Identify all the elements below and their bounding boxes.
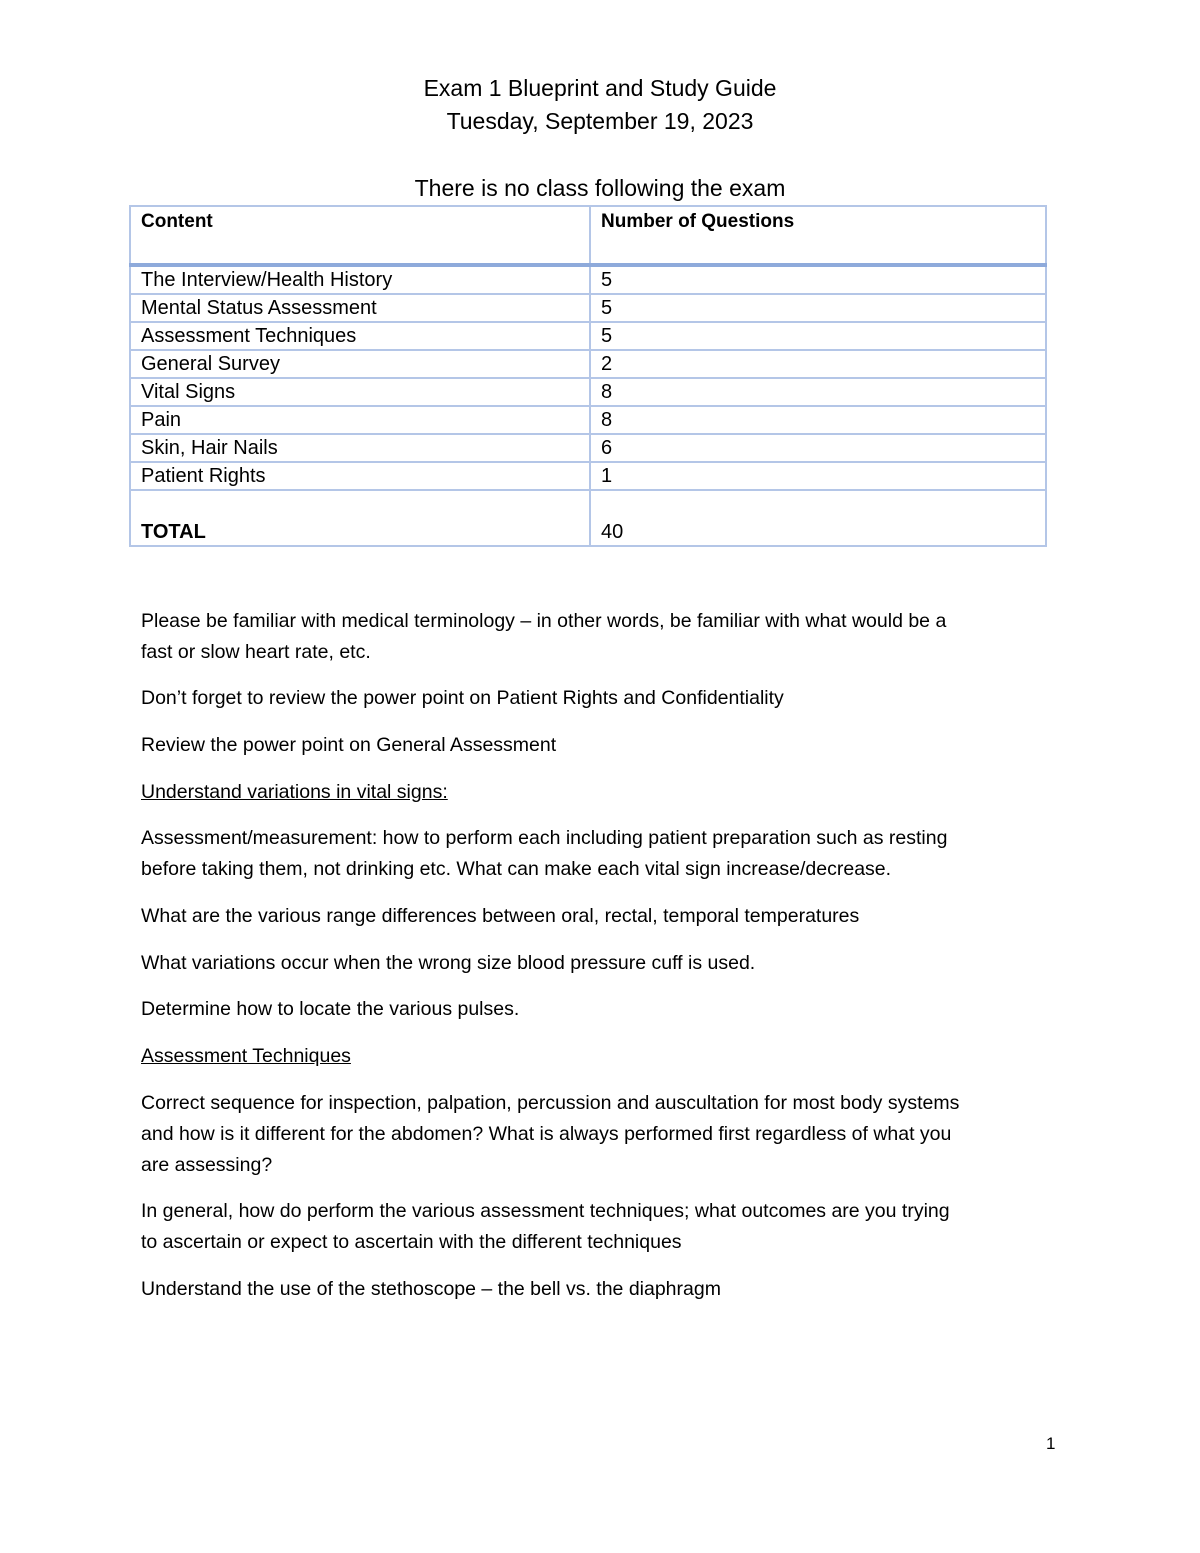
table-row [130, 434, 1046, 462]
table-cell: 8 [590, 406, 1046, 434]
table-row [130, 322, 1046, 350]
doc-note: There is no class following the exam [414, 175, 786, 201]
paragraph: Don’t forget to review the power point on Patient Rights and Confidentiality [141, 687, 784, 709]
table-cell: 6 [590, 434, 1046, 462]
table-cell: 1 [590, 462, 1046, 490]
table-cell: Content [130, 206, 590, 265]
table-cell: TOTAL [130, 490, 590, 546]
table-cell: Assessment Techniques [130, 322, 590, 350]
paragraph: What variations occur when the wrong size blood pressure cuff is used. [141, 952, 756, 974]
page-number: 1 [1046, 1434, 1056, 1453]
table-cell: Pain [130, 406, 590, 434]
table-cell: General Survey [130, 350, 590, 378]
table-cell: The Interview/Health History [130, 265, 590, 294]
section-heading: Assessment Techniques [141, 1045, 351, 1067]
paragraph: Please be familiar with medical terminology – in other words, be familiar with what would be a [141, 610, 947, 632]
table-cell: 40 [590, 490, 1046, 546]
table-cell: 2 [590, 350, 1046, 378]
table-cell: Patient Rights [130, 462, 590, 490]
table-cell: 5 [590, 265, 1046, 294]
table-row [130, 406, 1046, 434]
table-header-row [130, 206, 1046, 265]
blueprint-table [129, 205, 1047, 547]
paragraph: Determine how to locate the various pulses. [141, 998, 520, 1020]
table-row [130, 462, 1046, 490]
paragraph: are assessing? [141, 1154, 273, 1176]
paragraph: In general, how do perform the various assessment techniques; what outcomes are you trying [141, 1200, 950, 1222]
paragraph: Assessment/measurement: how to perform each including patient preparation such as resting [141, 827, 948, 849]
doc-date: Tuesday, September 19, 2023 [446, 108, 754, 134]
table-row [130, 378, 1046, 406]
paragraph: and how is it different for the abdomen? What is always performed first regardless of what you [141, 1123, 952, 1145]
table-total-row [130, 490, 1046, 546]
section-heading: Understand variations in vital signs: [141, 781, 448, 803]
table-cell: Skin, Hair Nails [130, 434, 590, 462]
table-cell: 5 [590, 322, 1046, 350]
doc-title: Exam 1 Blueprint and Study Guide [423, 75, 777, 101]
paragraph: Correct sequence for inspection, palpation, percussion and auscultation for most body systems [141, 1092, 960, 1114]
table-cell: 5 [590, 294, 1046, 322]
table-cell: Vital Signs [130, 378, 590, 406]
paragraph: Review the power point on General Assessment [141, 734, 557, 756]
paragraph: Understand the use of the stethoscope – the bell vs. the diaphragm [141, 1278, 721, 1300]
table-cell: Mental Status Assessment [130, 294, 590, 322]
table-row [130, 265, 1046, 294]
paragraph: What are the various range differences between oral, rectal, temporal temperatures [141, 905, 860, 927]
table-row [130, 350, 1046, 378]
table-row [130, 294, 1046, 322]
paragraph: fast or slow heart rate, etc. [141, 641, 371, 663]
table-cell: 8 [590, 378, 1046, 406]
paragraph: to ascertain or expect to ascertain with the different techniques [141, 1231, 682, 1253]
table-cell: Number of Questions [590, 206, 1046, 265]
paragraph: before taking them, not drinking etc. What can make each vital sign increase/decrease. [141, 858, 892, 880]
